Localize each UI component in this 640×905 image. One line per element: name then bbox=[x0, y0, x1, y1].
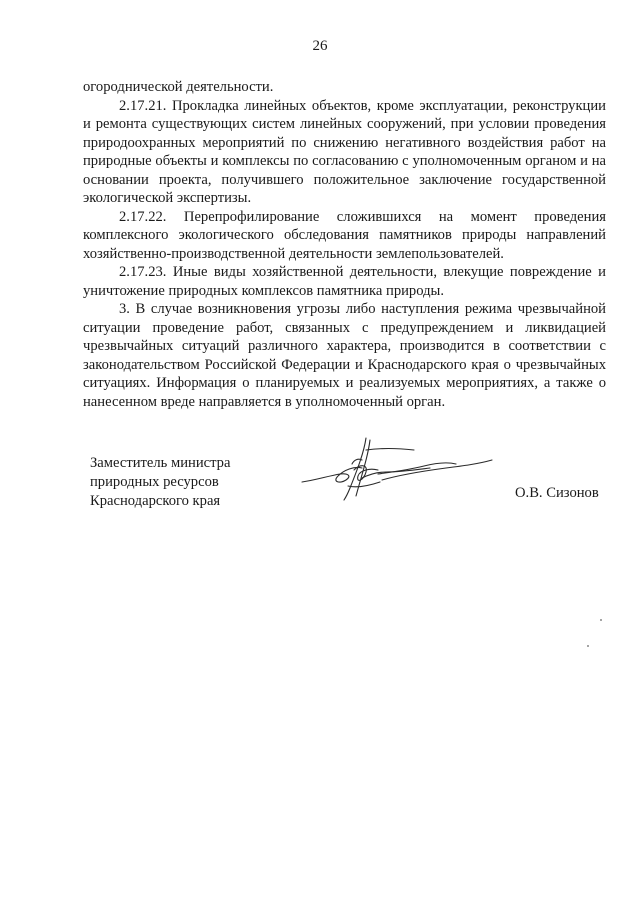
paragraph-continuation: огороднической деятельности. bbox=[83, 79, 274, 95]
position-line: природных ресурсов bbox=[90, 474, 219, 490]
scan-speck bbox=[587, 645, 589, 647]
scan-speck bbox=[600, 619, 602, 621]
document-body bbox=[83, 78, 606, 411]
position-line: Заместитель министра bbox=[90, 455, 231, 471]
paragraph-2-17-21: 2.17.21. Прокладка линейных объектов, кроме эксплуатации, реконструкции и ремонта существующих систем линейных сооружений, при условии проведения природоохранных мероприятий по снижению негативного воздействия работ на природные объекты и комплексы по согласованию с уполномоченным органом и на основании проекта, получившего положительное заключение государственной экологической экспертизы. bbox=[83, 97, 606, 206]
position-line: Краснодарского края bbox=[90, 493, 221, 509]
signer-name: О.В. Сизонов bbox=[515, 485, 599, 501]
paragraph-2-17-22: 2.17.22. Перепрофилирование сложившихся на момент проведения комплексного экологического обследования памятников природы направлений хозяйственно-производственной деятельности землепользователей. bbox=[83, 208, 606, 262]
paragraph-2-17-23: 2.17.23. Иные виды хозяйственной деятельности, влекущие повреждение и уничтожение природных комплексов памятника природы. bbox=[83, 264, 606, 299]
paragraph-3: 3. В случае возникновения угрозы либо наступления режима чрезвычайной ситуации проведение работ, связанных с предупреждением и ликвидацией чрезвычайных ситуаций различного характера, производится в соответствии с законодательством Российской Федерации и Краснодарского края о чрезвычайных ситуациях. Информация о планируемых и реализуемых мероприятиях, а также о нанесенном вреде направляется в уполномоченный орган. bbox=[83, 301, 606, 410]
handwritten-signature-icon bbox=[296, 430, 496, 510]
page-number: 26 bbox=[312, 38, 328, 54]
signatory-position bbox=[90, 454, 230, 511]
